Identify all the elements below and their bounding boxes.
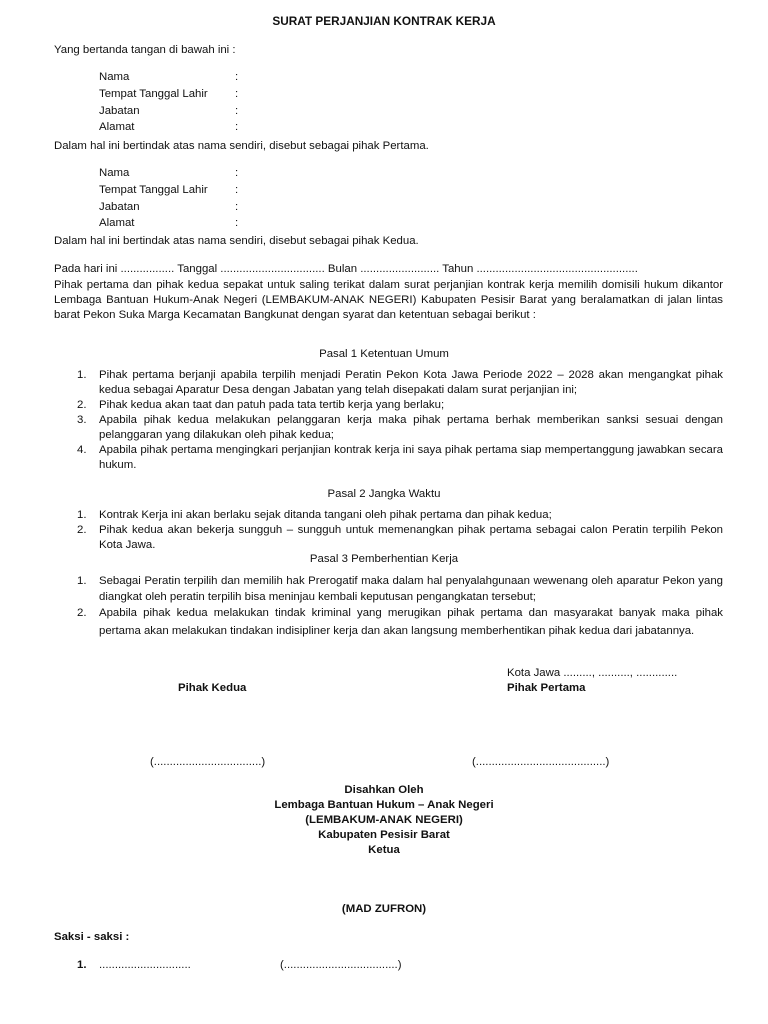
list-item [54,574,723,605]
list-item [54,413,723,443]
party2-field-ttl [99,183,245,200]
item-text: Apabila pihak kedua melakukan pelanggaran kerja maka pihak pertama berhak memberikan sanksi sesuai dengan pelanggaran yang dilakukan oleh pihak kedua; [99,414,723,442]
pasal3-list [54,574,723,641]
item-text: Pihak kedua akan taat dan patuh pada tata tertib kerja yang berlaku; [99,399,445,412]
item-text: Pihak pertama berjanji apabila terpilih menjadi Peratin Pekon Kota Jawa Periode 2022 – 2028 akan mengangkat pihak kedua sebagai Aparatur Desa dengan Jabatan yang telah disepakati dalam surat perjanjian ini; [99,369,723,397]
party2-field-jabatan [99,200,245,217]
field-colon: : [235,104,239,117]
party1-signature-line: (.........................................) [472,756,610,768]
witness-name-line: ............................. [99,959,191,971]
endorsement-line-4: Kabupaten Pesisir Barat [318,829,450,841]
field-label: Nama [99,71,130,83]
list-item [54,523,723,553]
item-number: 1. [77,369,87,381]
party2-statement: Dalam hal ini bertindak atas nama sendiri, disebut sebagai pihak Kedua. [54,235,419,247]
item-text: Kontrak Kerja ini akan berlaku sejak ditanda tangani oleh pihak pertama dan pihak kedua; [99,509,552,521]
field-colon: : [235,71,239,83]
party2-field-nama [99,166,245,183]
party1-field-nama [99,70,245,87]
field-label: Alamat [99,217,135,230]
field-colon: : [235,87,239,100]
party1-statement: Dalam hal ini bertindak atas nama sendiri, disebut sebagai pihak Pertama. [54,140,429,152]
endorsement-line-2: Lembaga Bantuan Hukum – Anak Negeri [274,799,494,811]
endorsement-line-3: (LEMBAKUM-ANAK NEGERI) [305,814,463,826]
item-text: Pihak kedua akan bekerja sungguh – sungguh untuk memenangkan pihak pertama sebagai calon Peratin terpilih Pekon Kota Jawa. [99,524,723,552]
party2-signature-label: Pihak Kedua [178,682,247,694]
field-colon: : [235,167,239,179]
party2-signature-line: (..................................) [150,756,266,768]
item-text: Apabila pihak pertama mengingkari perjanjian kontrak kerja ini saya pihak pertama siap mempertanggung jawabkan secara hukum. [99,444,723,472]
pasal1-list [54,368,723,473]
item-text: Sebagai Peratin terpilih dan memilih hak Prerogatif maka dalam hal penyalahgunaan wewenang oleh aparatur Pekon yang diangkat oleh peratin terpilih bisa meninjau kembali keputusan pengangkatan tersebut; [99,575,723,603]
item-number: 2. [77,399,87,412]
document-title: SURAT PERJANJIAN KONTRAK KERJA [272,14,496,28]
pasal2-heading: Pasal 2 Jangka Waktu [327,488,441,500]
chairman-name: (MAD ZUFRON) [341,903,427,915]
witness-number: 1. [77,959,87,971]
party1-fields [99,70,245,137]
field-label: Alamat [99,121,135,134]
intro-text: Yang bertanda tangan di bawah ini : [54,44,236,56]
witness-signature-line: (....................................) [280,959,402,971]
field-label: Nama [99,167,130,179]
endorsement-line-5: Ketua [368,844,400,856]
field-label: Jabatan [99,200,140,213]
pasal1-heading: Pasal 1 Ketentuan Umum [319,348,449,360]
item-number: 3. [77,414,87,427]
list-item [54,368,723,398]
field-colon: : [235,183,239,196]
list-item [54,508,723,523]
field-label: Tempat Tanggal Lahir [99,87,208,100]
party1-field-alamat [99,120,245,137]
date-line: Pada hari ini ................. Tanggal ................................. Bulan ......................... Tahun ................................................... [54,263,638,275]
place-date: Kota Jawa ........., .........., ............. [507,667,678,679]
item-number: 2. [77,607,87,620]
field-colon: : [235,200,239,213]
field-label: Tempat Tanggal Lahir [99,183,208,196]
item-number: 1. [77,509,87,521]
list-item [54,398,723,413]
party1-field-ttl [99,87,245,104]
witnesses-label: Saksi - saksi : [54,931,130,943]
party1-field-jabatan [99,104,245,121]
field-colon: : [235,121,239,134]
field-colon: : [235,217,239,230]
item-text: Apabila pihak kedua melakukan tindak kriminal yang merugikan pihak pertama dan masyarakat banyak maka pihak pertama akan melakukan tindakan indisipliner kerja dan akan langsung memberhentikan pihak kedua dari jabatannya. [99,607,723,638]
party2-field-alamat [99,216,245,233]
party1-signature-label: Pihak Pertama [507,682,586,694]
party2-fields [99,166,245,233]
pasal3-heading: Pasal 3 Pemberhentian Kerja [309,553,459,565]
agreement-paragraph: Pihak pertama dan pihak kedua sepakat untuk saling terikat dalam surat perjanjian kontrak kerja memilih domisili hukum dikantor Lembaga Bantuan Hukum-Anak Negeri (LEMBAKUM-ANAK NEGERI) Kabupaten Pesisir Barat yang beralamatkan di jalan lintas barat Pekon Suka Marga Kecamatan Bangkunat dengan syarat dan ketentuan sebagai berikut : [54,279,723,322]
endorsement-line-1: Disahkan Oleh [344,784,424,796]
item-number: 2. [77,524,87,537]
item-number: 1. [77,575,87,587]
list-item [54,605,723,640]
pasal2-list [54,508,723,553]
field-label: Jabatan [99,104,140,117]
item-number: 4. [77,444,87,457]
list-item [54,443,723,473]
